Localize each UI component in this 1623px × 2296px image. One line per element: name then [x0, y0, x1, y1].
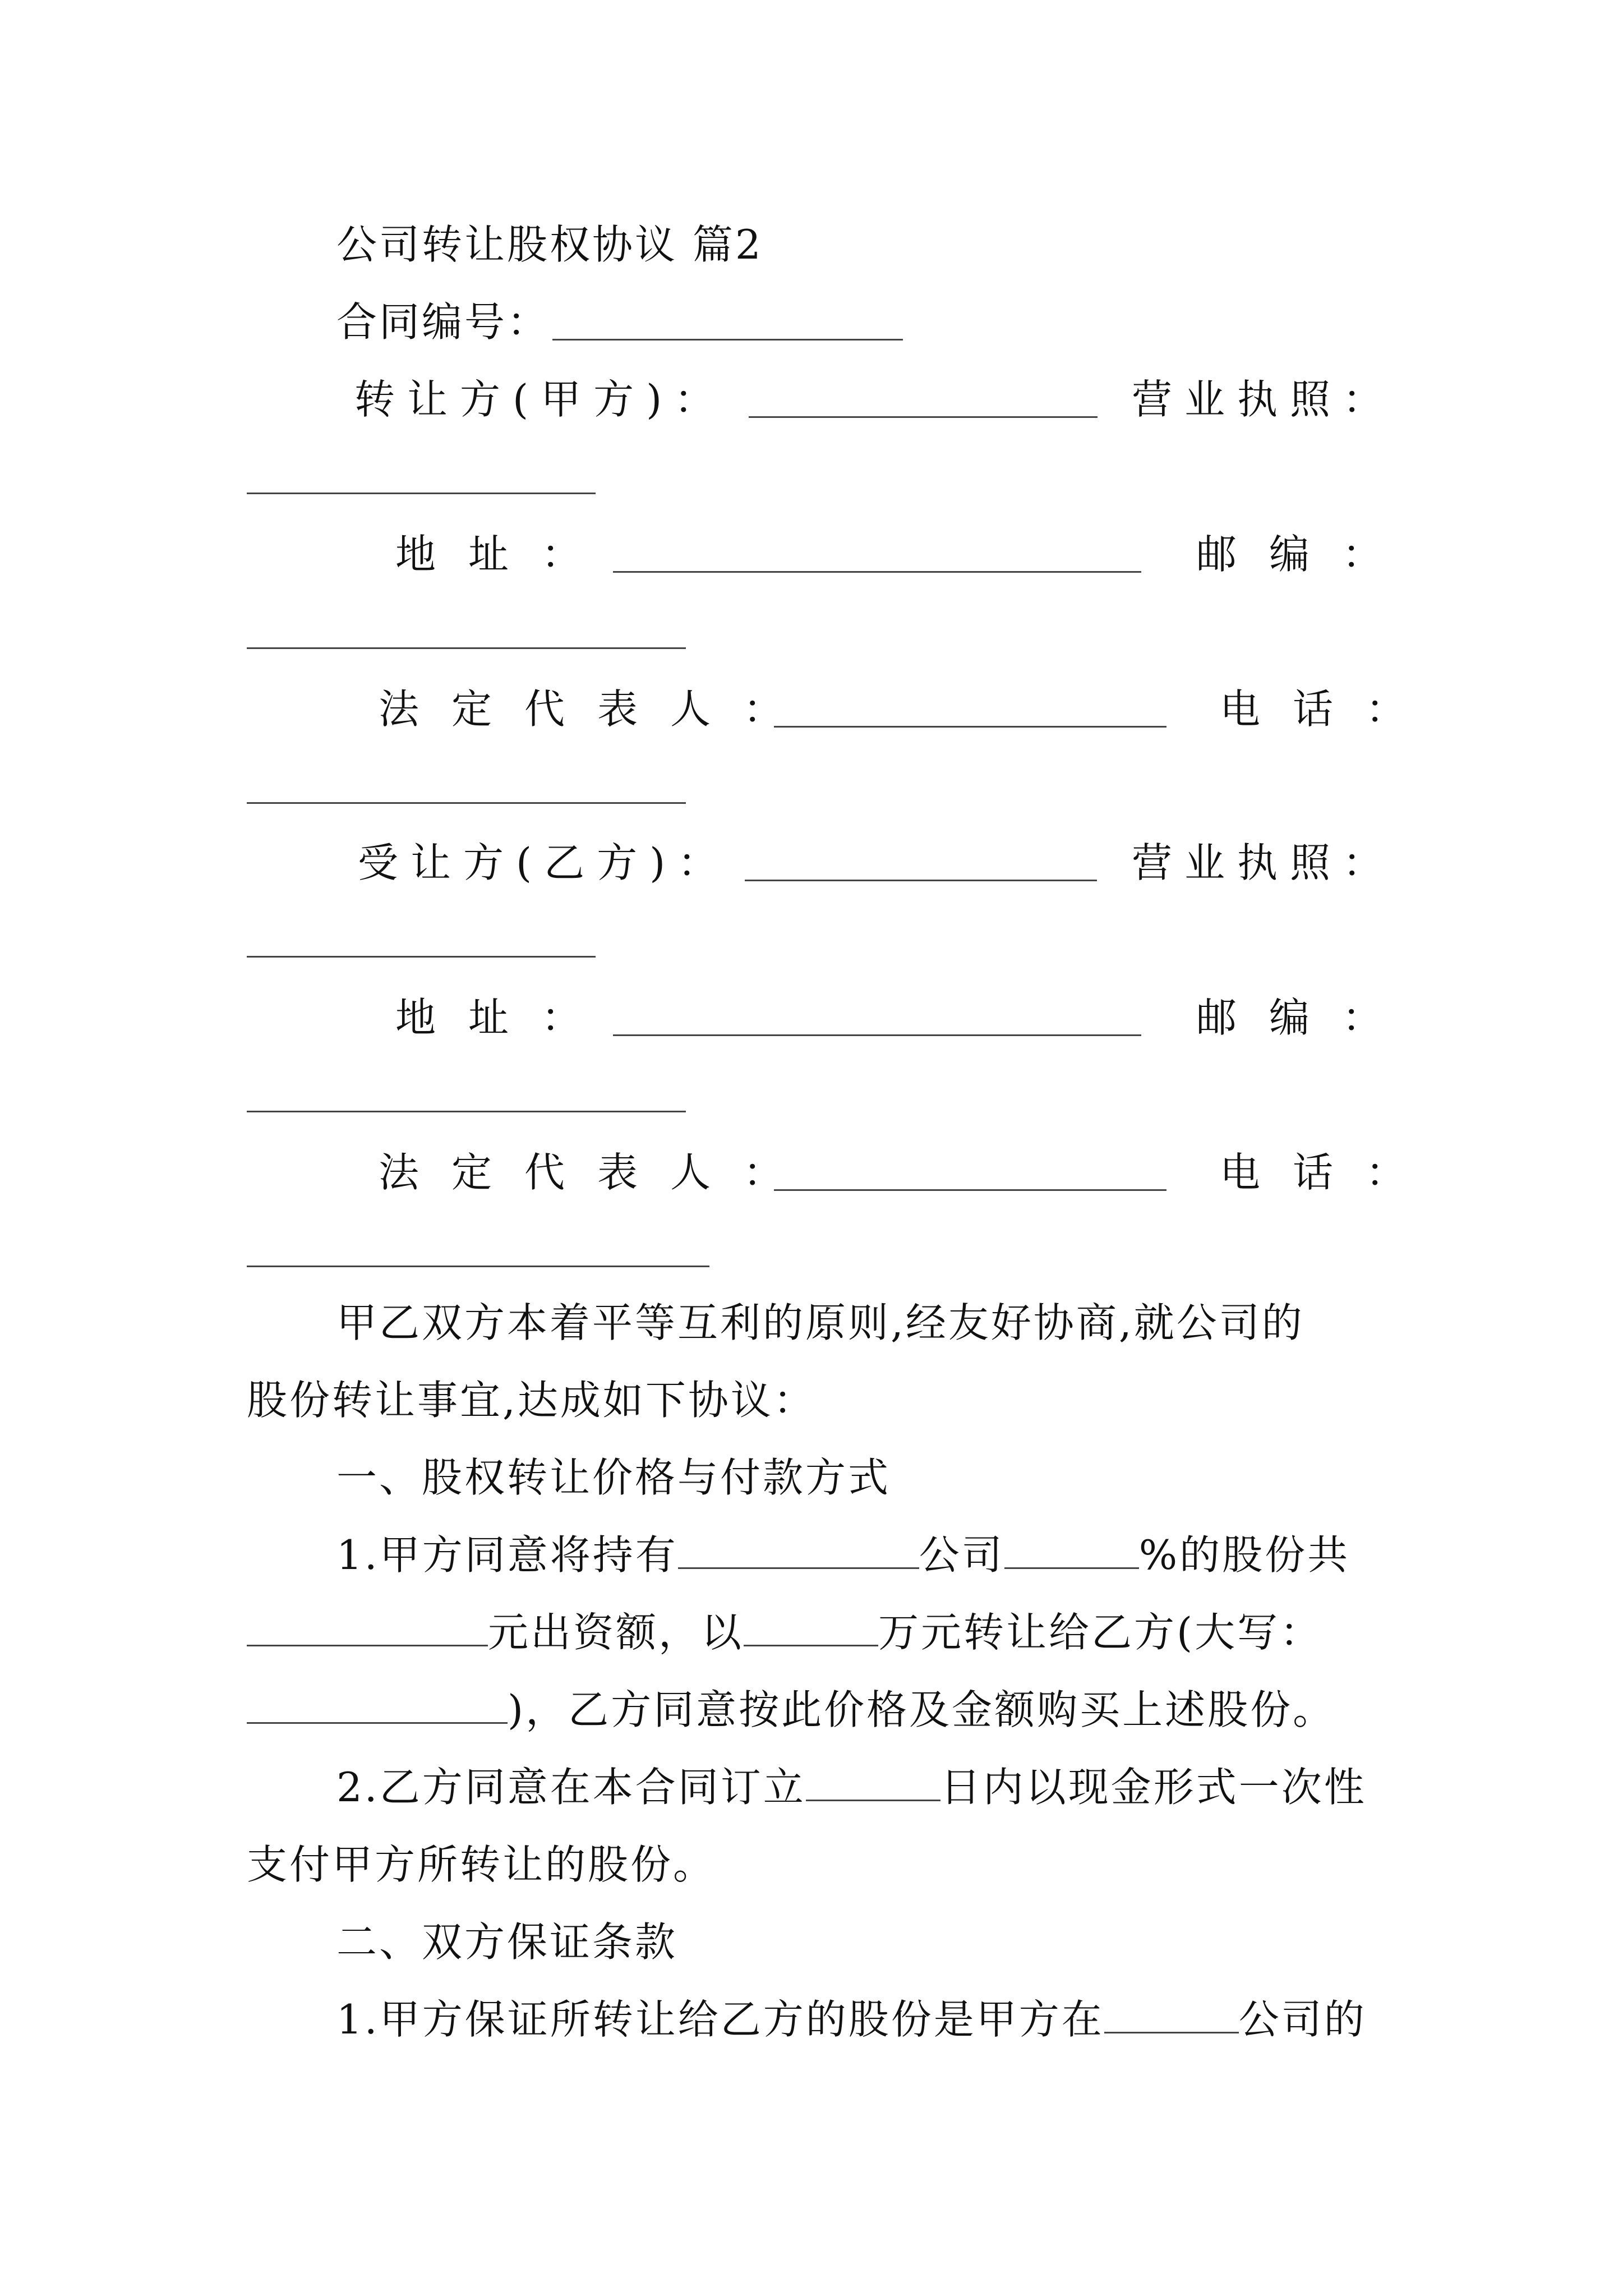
section-1-item-1-line-2	[247, 1605, 1322, 1659]
item-2-text-b: 日内以现金形式一次性	[940, 1764, 1367, 1811]
party-a-legal-rep-label: 法定代表人：	[379, 685, 817, 733]
item-1-text-a: 1.甲方同意将持有	[336, 1531, 678, 1579]
party-a-legal-rep-blank	[774, 726, 1166, 728]
party-b-address-blank	[613, 1034, 1141, 1036]
section-2-item-1-text-a: 1.甲方保证所转让给乙方的股份是甲方在	[336, 1996, 1104, 2043]
party-a-name-blank	[749, 416, 1098, 418]
item-1-text-d: 元出资额，以	[488, 1609, 744, 1656]
price-blank	[744, 1605, 878, 1646]
section-2-item-1-line-1	[336, 1993, 1367, 2046]
party-a-license-blank	[247, 493, 596, 494]
company-blank	[1104, 1993, 1239, 2033]
party-b-license-label: 营业执照：	[1132, 839, 1396, 886]
party-b-phone-blank	[247, 1266, 709, 1267]
document-title: 公司转让股权协议 篇2	[336, 221, 763, 268]
party-a-license-label: 营业执照：	[1132, 376, 1396, 423]
section-2-heading: 二、双方保证条款	[336, 1918, 678, 1966]
party-b-legal-rep-label: 法定代表人：	[379, 1149, 817, 1196]
item-1-text-e: 万元转让给乙方(大写：	[878, 1609, 1323, 1656]
party-a-address-blank	[613, 571, 1141, 573]
party-b-legal-rep-blank	[774, 1189, 1166, 1191]
percent-blank	[1004, 1528, 1139, 1569]
party-b-license-blank	[247, 956, 596, 958]
section-2-item-1-text-b: 公司的	[1238, 1996, 1367, 2043]
party-b-phone-label: 电话：	[1220, 1149, 1439, 1196]
section-1-item-1-line-3	[247, 1683, 1335, 1737]
item-2-text-a: 2.乙方同意在本合同订立	[336, 1764, 806, 1811]
party-a-transferor-label: 转让方(甲方)：	[354, 376, 727, 423]
party-a-postcode-blank	[247, 647, 686, 649]
party-b-name-blank	[745, 880, 1097, 881]
party-b-postcode-blank	[247, 1111, 686, 1112]
item-1-text-c: %的股份共	[1138, 1531, 1350, 1579]
intro-line-1: 甲乙双方本着平等互利的原则,经友好协商,就公司的	[336, 1299, 1304, 1346]
section-1-item-1-line-1	[336, 1528, 1350, 1582]
item-1-text-b: 公司	[919, 1531, 1004, 1579]
party-b-postcode-label: 邮编：	[1196, 994, 1415, 1041]
party-a-address-label: 地址：	[395, 531, 615, 578]
item-1-text-f: )，乙方同意按此价格及金额购买上述股份。	[508, 1686, 1336, 1733]
amount-in-words-blank	[247, 1683, 508, 1724]
section-1-item-2-line-2: 支付甲方所转让的股份。	[247, 1841, 716, 1888]
days-blank	[806, 1760, 940, 1801]
contract-no-label: 合同编号：	[336, 298, 550, 346]
capital-amount-blank	[247, 1605, 488, 1646]
intro-line-2: 股份转让事宜,达成如下协议：	[247, 1377, 816, 1424]
section-1-item-2-line-1	[336, 1760, 1367, 1814]
party-a-phone-label: 电话：	[1220, 685, 1439, 733]
company-name-blank	[678, 1528, 919, 1569]
contract-no-blank	[552, 339, 903, 341]
party-b-address-label: 地址：	[395, 994, 615, 1041]
party-a-postcode-label: 邮编：	[1196, 531, 1415, 578]
party-a-phone-blank	[247, 802, 686, 804]
section-1-heading: 一、股权转让价格与付款方式	[336, 1454, 891, 1501]
party-b-transferee-label: 受让方(乙方)：	[358, 839, 731, 886]
